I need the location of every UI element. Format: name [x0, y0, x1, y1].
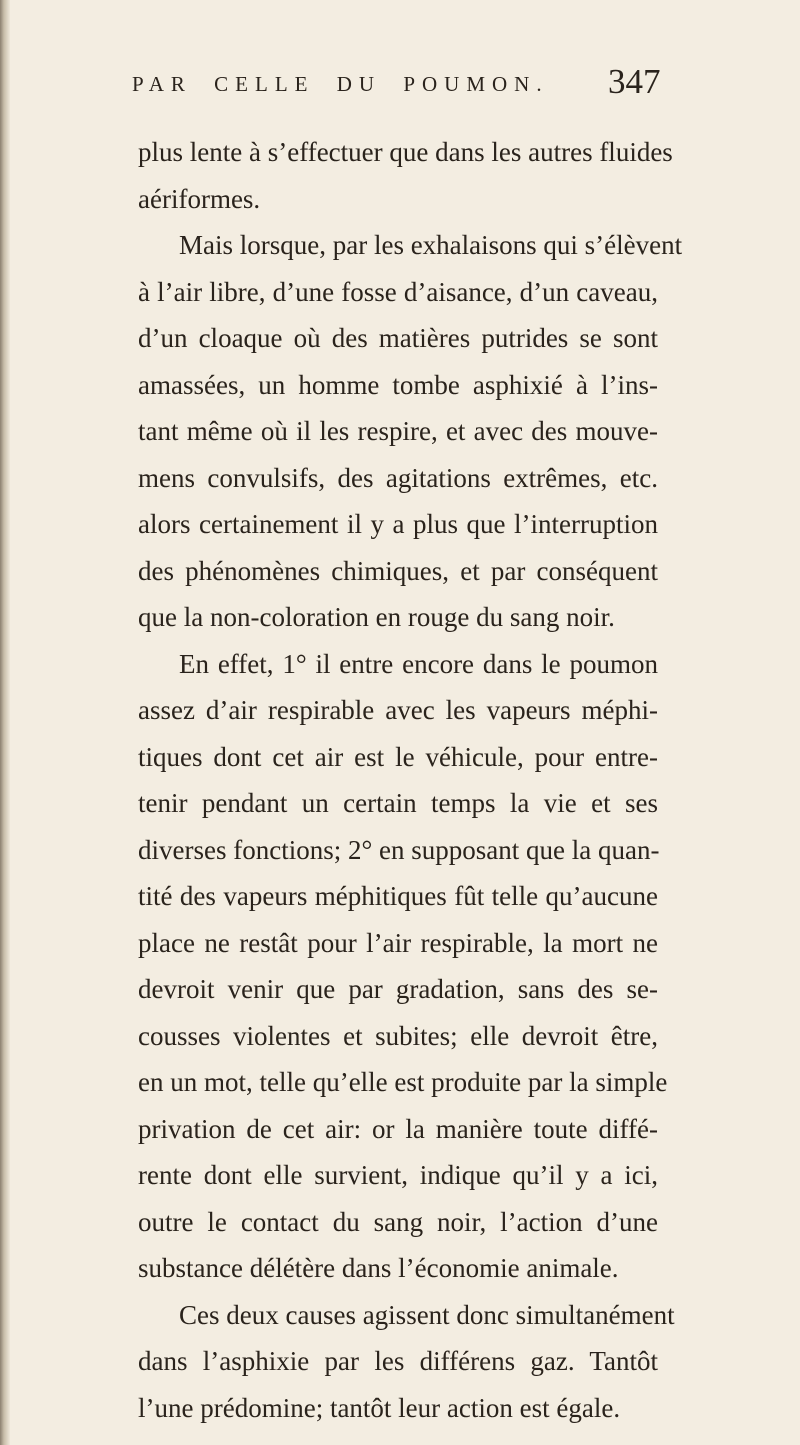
text-line: privation de cet air: or la manière toute diffé-	[138, 1113, 658, 1144]
text-line: dans l’asphixie par les différens gaz. Tantôt	[138, 1346, 658, 1376]
text-line: aériformes.	[138, 183, 261, 214]
text-line: l’une prédomine; tantôt leur action est égale.	[138, 1392, 621, 1423]
text-line: en un mot, telle qu’elle est produite par la simple	[138, 1067, 668, 1097]
text-line: mens convulsifs, des agitations extrêmes, etc.	[138, 462, 658, 493]
text-line: diverses fonctions; 2° en supposant que la quan-	[138, 834, 660, 865]
text-line: Ces deux causes agissent donc simultanément	[179, 1299, 675, 1330]
text-line: tité des vapeurs méphitiques fût telle qu’aucune	[138, 881, 658, 911]
text-line: Mais lorsque, par les exhalaisons qui s’élèvent	[179, 230, 683, 260]
text-line: En effet, 1° il entre encore dans le poumon	[179, 648, 658, 679]
text-line: amassées, un homme tombe asphixié à l’ins-	[138, 369, 658, 400]
text-line: à l’air libre, d’une fosse d’aisance, d’un caveau,	[138, 276, 658, 307]
running-head-title: PAR CELLE DU POUMON.	[132, 72, 549, 96]
text-line: d’un cloaque où des matières putrides se sont	[138, 323, 658, 353]
text-line: cousses violentes et subites; elle devroit être,	[138, 1020, 658, 1051]
page-number: 347	[608, 62, 661, 101]
text-line: tenir pendant un certain temps la vie et ses	[138, 788, 658, 818]
text-line: alors certainement il y a plus que l’interruption	[138, 509, 658, 539]
text-line: substance délétère dans l’économie animale.	[138, 1253, 619, 1283]
text-line: plus lente à s’effectuer que dans les autres fluides	[138, 137, 673, 167]
text-line: rente dont elle survient, indique qu’il y a ici,	[138, 1160, 658, 1190]
text-line: devroit venir que par gradation, sans des se-	[138, 974, 658, 1004]
text-line: des phénomènes chimiques, et par conséquent	[138, 555, 658, 586]
text-line: que la non-coloration en rouge du sang noir.	[138, 602, 615, 632]
text-line: place ne restât pour l’air respirable, la mort ne	[138, 927, 658, 958]
text-line: tant même où il les respire, et avec des mouve-	[138, 416, 658, 446]
text-line: assez d’air respirable avec les vapeurs méphi-	[138, 695, 658, 725]
text-line: tiques dont cet air est le véhicule, pour entre-	[138, 741, 658, 772]
body-text	[138, 129, 683, 1431]
text-line: outre le contact du sang noir, l’action d’une	[138, 1206, 658, 1237]
running-head	[0, 62, 800, 112]
